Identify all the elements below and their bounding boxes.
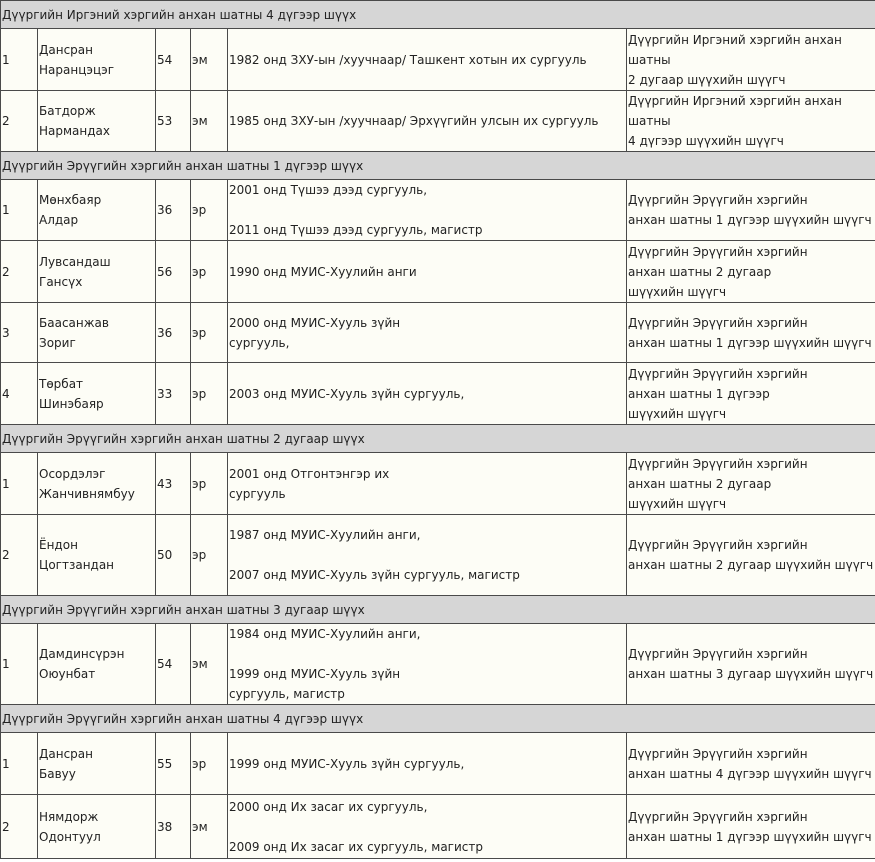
education-line: 1984 онд МУИС-Хуулийн анги, xyxy=(229,627,421,641)
judge-gender: эм xyxy=(191,795,228,859)
position-line: Дүүргийн Эрүүгийн хэргийн xyxy=(628,366,808,381)
position-line: Дүүргийн Иргэний хэргийн анхан шатны xyxy=(628,94,842,128)
position-line: анхан шатны 1 дүгээр xyxy=(628,386,770,401)
position-line: шүүхийн шүүгч xyxy=(628,496,727,511)
judge-position xyxy=(627,303,875,363)
court-section-title: Дүүргийн Эрүүгийн хэргийн анхан шатны 4 дүгээр шүүх xyxy=(1,705,875,733)
judge-age: 50 xyxy=(156,515,191,596)
position-line: Дүүргийн Эрүүгийн хэргийн xyxy=(628,809,808,824)
judge-education xyxy=(228,303,627,363)
name-line: Батдорж xyxy=(39,104,96,118)
name-line: Нармандах xyxy=(39,124,110,138)
row-number: 2 xyxy=(1,91,38,152)
section-header-row xyxy=(1,425,875,453)
row-number: 1 xyxy=(1,624,38,705)
row-number: 2 xyxy=(1,515,38,596)
judge-education xyxy=(228,624,627,705)
education-line: 1990 онд МУИС-Хуулийн анги xyxy=(229,264,417,279)
judge-name xyxy=(38,363,156,425)
judge-age: 38 xyxy=(156,795,191,859)
judge-age: 36 xyxy=(156,303,191,363)
education-line: 2009 онд Их засаг их сургууль, магистр xyxy=(229,839,483,854)
judge-gender: эр xyxy=(191,303,228,363)
court-section-title: Дүүргийн Иргэний хэргийн анхан шатны 4 дүгээр шүүх xyxy=(1,1,875,29)
judge-gender: эр xyxy=(191,363,228,425)
row-number: 1 xyxy=(1,180,38,241)
judge-gender: эр xyxy=(191,453,228,515)
education-line: сургууль, магистр xyxy=(229,687,345,701)
name-line: Мөнхбаяр xyxy=(39,193,102,207)
section-header-row xyxy=(1,1,875,29)
name-line: Зориг xyxy=(39,335,76,350)
court-section-title: Дүүргийн Эрүүгийн хэргийн анхан шатны 1 дүгээр шүүх xyxy=(1,152,875,180)
name-line: Лувсандаш xyxy=(39,254,111,269)
judge-gender: эр xyxy=(191,733,228,795)
name-line: Цогтзандан xyxy=(39,558,115,572)
paragraph-gap xyxy=(229,545,626,565)
table-row xyxy=(1,241,875,303)
name-line: Гансүх xyxy=(39,274,83,289)
position-line: Дүүргийн Эрүүгийн хэргийн xyxy=(628,244,808,259)
position-line: Дүүргийн Эрүүгийн хэргийн xyxy=(628,647,808,661)
position-line: Дүүргийн Иргэний хэргийн анхан шатны xyxy=(628,32,842,67)
table-row xyxy=(1,453,875,515)
paragraph-gap xyxy=(229,644,626,664)
name-line: Шинэбаяр xyxy=(39,396,104,411)
judge-age: 36 xyxy=(156,180,191,241)
education-line: 2000 онд Их засаг их сургууль, xyxy=(229,799,428,814)
judge-age: 53 xyxy=(156,91,191,152)
judge-name xyxy=(38,733,156,795)
name-line: Дансран xyxy=(39,42,93,57)
judge-gender: эр xyxy=(191,241,228,303)
judge-position xyxy=(627,624,875,705)
position-line: анхан шатны 2 дугаар xyxy=(628,264,772,279)
judge-education xyxy=(228,733,627,795)
name-line: Бавуу xyxy=(39,766,76,781)
judge-age: 56 xyxy=(156,241,191,303)
judge-name xyxy=(38,453,156,515)
education-line: 2011 онд Түшээ дээд сургууль, магистр xyxy=(229,223,483,237)
judge-education xyxy=(228,180,627,241)
name-line: Наранцэцэг xyxy=(39,62,115,77)
judge-position xyxy=(627,363,875,425)
position-line: Дүүргийн Эрүүгийн хэргийн xyxy=(628,456,808,471)
name-line: Ёндон xyxy=(39,538,78,552)
education-line: 1987 онд МУИС-Хуулийн анги, xyxy=(229,528,421,542)
position-line: Дүүргийн Эрүүгийн хэргийн xyxy=(628,193,808,207)
judge-position xyxy=(627,180,875,241)
judge-education xyxy=(228,241,627,303)
judge-gender: эр xyxy=(191,180,228,241)
judge-education xyxy=(228,453,627,515)
position-line: Дүүргийн Эрүүгийн хэргийн xyxy=(628,746,808,761)
position-line: анхан шатны 1 дүгээр шүүхийн шүүгч xyxy=(628,213,872,227)
name-line: Нямдорж xyxy=(39,809,99,824)
education-line: 2003 онд МУИС-Хууль зүйн сургууль, xyxy=(229,386,465,401)
judge-position xyxy=(627,733,875,795)
section-header-row xyxy=(1,705,875,733)
name-line: Төрбат xyxy=(39,376,84,391)
judge-name xyxy=(38,624,156,705)
education-line: 1999 онд МУИС-Хууль зүйн сургууль, xyxy=(229,756,465,771)
judge-name xyxy=(38,91,156,152)
judge-age: 54 xyxy=(156,29,191,91)
name-line: Дамдинсүрэн xyxy=(39,647,125,661)
position-line: анхан шатны 1 дүгээр шүүхийн шүүгч xyxy=(628,829,872,844)
court-section-title: Дүүргийн Эрүүгийн хэргийн анхан шатны 2 дугаар шүүх xyxy=(1,425,875,453)
name-line: Жанчивнямбуу xyxy=(39,486,135,501)
education-line: 2000 онд МУИС-Хууль зүйн xyxy=(229,315,401,330)
row-number: 3 xyxy=(1,303,38,363)
table-row xyxy=(1,795,875,859)
judge-gender: эр xyxy=(191,515,228,596)
table-row xyxy=(1,515,875,596)
judge-gender: эм xyxy=(191,624,228,705)
judge-name xyxy=(38,303,156,363)
judge-age: 33 xyxy=(156,363,191,425)
judge-position xyxy=(627,241,875,303)
education-line: 1999 онд МУИС-Хууль зүйн xyxy=(229,667,401,681)
education-line: сургууль xyxy=(229,486,286,501)
name-line: Оюунбат xyxy=(39,667,96,681)
education-line: 1985 онд ЗХУ-ын /хуучнаар/ Эрхүүгийн улсын их сургууль xyxy=(229,114,599,128)
row-number: 2 xyxy=(1,241,38,303)
judge-education xyxy=(228,363,627,425)
judge-name xyxy=(38,795,156,859)
position-line: Дүүргийн Эрүүгийн хэргийн xyxy=(628,315,808,330)
row-number: 4 xyxy=(1,363,38,425)
education-line: 2001 онд Отгонтэнгэр их xyxy=(229,466,390,481)
judge-name xyxy=(38,241,156,303)
judge-name xyxy=(38,515,156,596)
judge-position xyxy=(627,29,875,91)
position-line: шүүхийн шүүгч xyxy=(628,284,727,299)
row-number: 2 xyxy=(1,795,38,859)
section-header-row xyxy=(1,596,875,624)
position-line: анхан шатны 2 дугаар xyxy=(628,476,772,491)
judge-age: 54 xyxy=(156,624,191,705)
education-line: 1982 онд ЗХУ-ын /хуучнаар/ Ташкент хотын их сургууль xyxy=(229,52,587,67)
section-header-row xyxy=(1,152,875,180)
position-line: шүүхийн шүүгч xyxy=(628,406,727,421)
position-line: анхан шатны 4 дүгээр шүүхийн шүүгч xyxy=(628,766,872,781)
judge-position xyxy=(627,795,875,859)
table-row xyxy=(1,180,875,241)
table-row xyxy=(1,363,875,425)
name-line: Алдар xyxy=(39,213,79,227)
table-row xyxy=(1,303,875,363)
judge-position xyxy=(627,453,875,515)
position-line: Дүүргийн Эрүүгийн хэргийн xyxy=(628,538,808,552)
judge-gender: эм xyxy=(191,91,228,152)
education-line: 2001 онд Түшээ дээд сургууль, xyxy=(229,183,428,197)
judge-education xyxy=(228,29,627,91)
education-line: 2007 онд МУИС-Хууль зүйн сургууль, магистр xyxy=(229,568,520,582)
row-number: 1 xyxy=(1,733,38,795)
row-number: 1 xyxy=(1,453,38,515)
name-line: Осордэлэг xyxy=(39,466,106,481)
judge-education xyxy=(228,795,627,859)
position-line: анхан шатны 3 дугаар шүүхийн шүүгч xyxy=(628,667,874,681)
row-number: 1 xyxy=(1,29,38,91)
position-line: анхан шатны 1 дүгээр шүүхийн шүүгч xyxy=(628,335,872,350)
table-row xyxy=(1,624,875,705)
judge-position xyxy=(627,91,875,152)
judge-education xyxy=(228,91,627,152)
paragraph-gap xyxy=(229,817,626,837)
judge-name xyxy=(38,29,156,91)
judge-education xyxy=(228,515,627,596)
judge-name xyxy=(38,180,156,241)
judge-position xyxy=(627,515,875,596)
name-line: Одонтуул xyxy=(39,829,101,844)
position-line: анхан шатны 2 дугаар шүүхийн шүүгч xyxy=(628,558,874,572)
table-row xyxy=(1,733,875,795)
position-line: 2 дугаар шүүхийн шүүгч xyxy=(628,72,786,87)
paragraph-gap xyxy=(229,200,626,220)
table-row xyxy=(1,29,875,91)
table-row xyxy=(1,91,875,152)
education-line: сургууль, xyxy=(229,335,290,350)
name-line: Дансран xyxy=(39,746,93,761)
position-line: 4 дүгээр шүүхийн шүүгч xyxy=(628,134,784,148)
judge-age: 43 xyxy=(156,453,191,515)
court-section-title: Дүүргийн Эрүүгийн хэргийн анхан шатны 3 дугаар шүүх xyxy=(1,596,875,624)
judge-gender: эм xyxy=(191,29,228,91)
name-line: Баасанжав xyxy=(39,315,109,330)
judge-age: 55 xyxy=(156,733,191,795)
